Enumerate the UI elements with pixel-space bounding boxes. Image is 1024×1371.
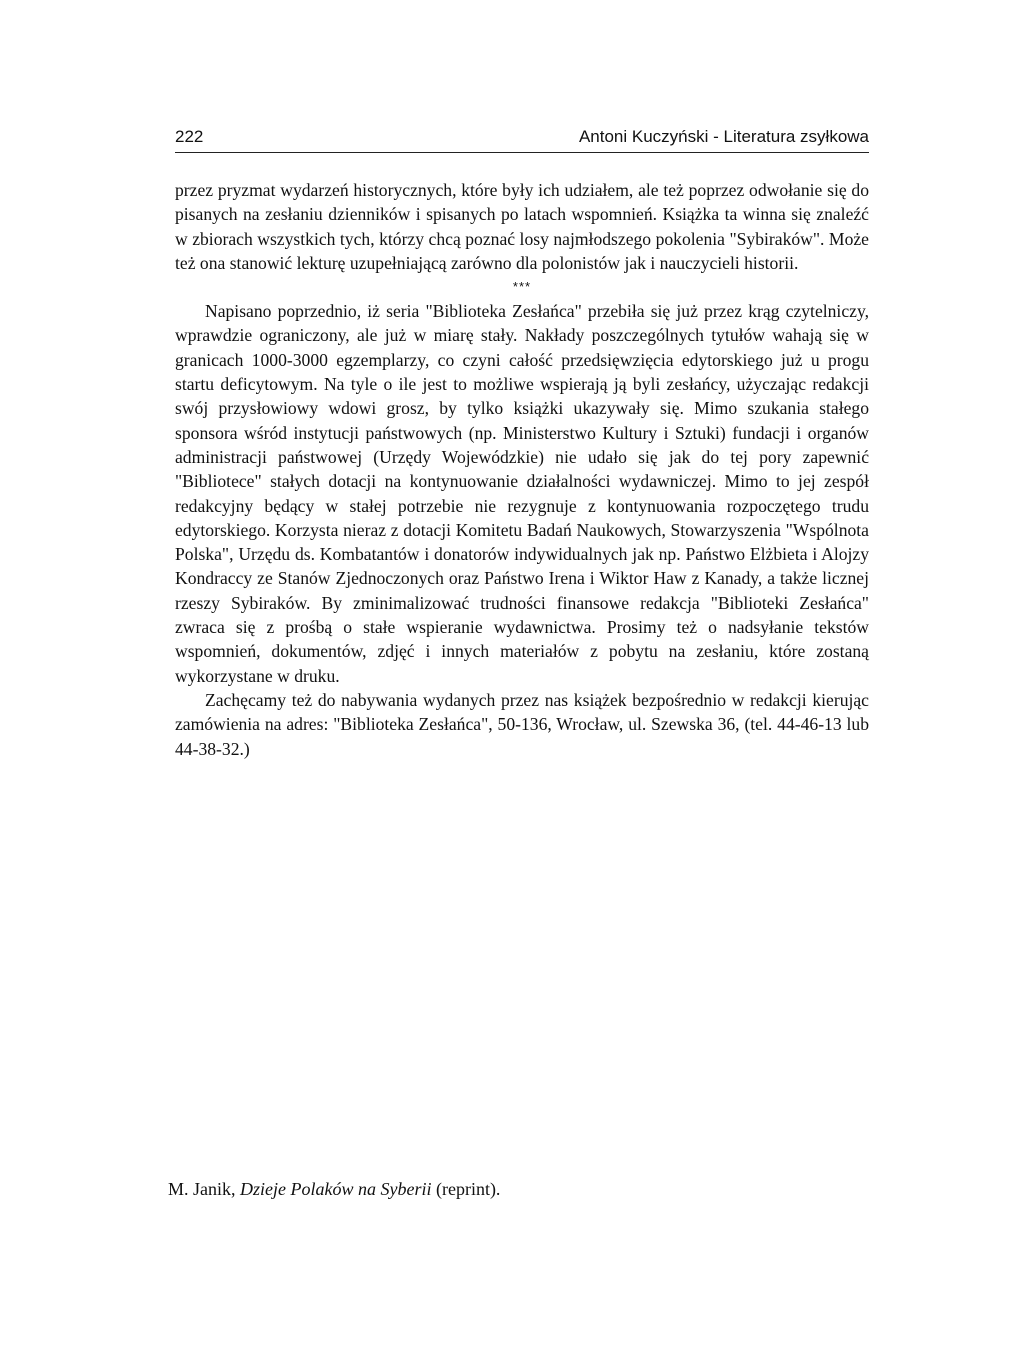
paragraph-1: przez pryzmat wydarzeń historycznych, które były ich udziałem, ale też poprzez odwołanie się do pisanych na zesłaniu dzienników i spisanych po latach wspomnień. Książka ta winna się znaleźć w zbiorach wszystkich tych, którzy chcą poznać losy najmłodszego pokolenia "Sybiraków". Może też ona stanowić lekturę uzupełniającą zarówno dla polonistów jak i nauczycieli historii. [175,180,869,273]
paragraph-2: Napisano poprzednio, iż seria "Biblioteka Zesłańca" przebiła się już przez krąg czytelniczy, wprawdzie ograniczony, ale już w miarę stały. Nakłady poszczególnych tytułów wahają się w granicach 1000-3000 egzemplarzy, co czyni całość przedsięwzięcia edytorskiego już u progu startu deficytowym. Na tyle o ile jest to możliwe wspierają ją byli zesłańcy, użyczając redakcji swój przysłowiowy wdowi grosz, by tylko książki ukazywały się. Mimo szukania stałego sponsora wśród instytucji państwowych (np. Ministerstwo Kultury i Sztuki) fundacji i organów administracji państwowej (Urzędy Wojewódzkie) nie udało się jak do tej pory zapewnić "Bibliotece" stałych dotacji na kontynuowanie działalności wydawniczej. Mimo to jej zespół redakcyjny będący w stałej potrzebie nie rezygnuje z kontynuowania rozpoczętego trudu edytorskiego. Korzysta nieraz z dotacji Komitetu Badań Naukowych, Stowarzyszenia "Wspólnota Polska", Urzędu ds. Kombatantów i donatorów indywidualnych jak np. Państwo Elżbieta i Alojzy Kondraccy ze Stanów Zjednoczonych oraz Państwo Irena i Wiktor Haw z Kanady, a także licznej rzeszy Sybiraków. By zminimalizować trudności finansowe redakcja "Biblioteki Zesłańca" zwraca się z prośbą o stałe wspieranie wydawnictwa. Prosimy też o nadsyłanie tekstów wspomnień, dokumentów, zdjęć i innych materiałów z pobytu na zesłaniu, które zostaną wykorzystane w druku. [175,301,869,686]
footnote [168,1179,500,1200]
main-text [175,178,869,761]
paragraph-3: Zachęcamy też do nabywania wydanych przez nas książek bezpośrednio w redakcji kierując zamówienia na adres: "Biblioteka Zesłańca", 50-136, Wrocław, ul. Szewska 36, (tel. 44-46-13 lub 44-38-32.) [175,689,869,759]
section-separator: *** [512,279,532,295]
footnote-author: M. Janik, [168,1179,236,1199]
footnote-book-title: Dzieje Polaków na Syberii [240,1179,432,1199]
footnote-note: (reprint). [435,1179,501,1199]
page-number: 222 [175,127,204,146]
running-header [175,124,869,153]
running-title: Antoni Kuczyński - Literatura zsyłkowa [578,127,869,146]
